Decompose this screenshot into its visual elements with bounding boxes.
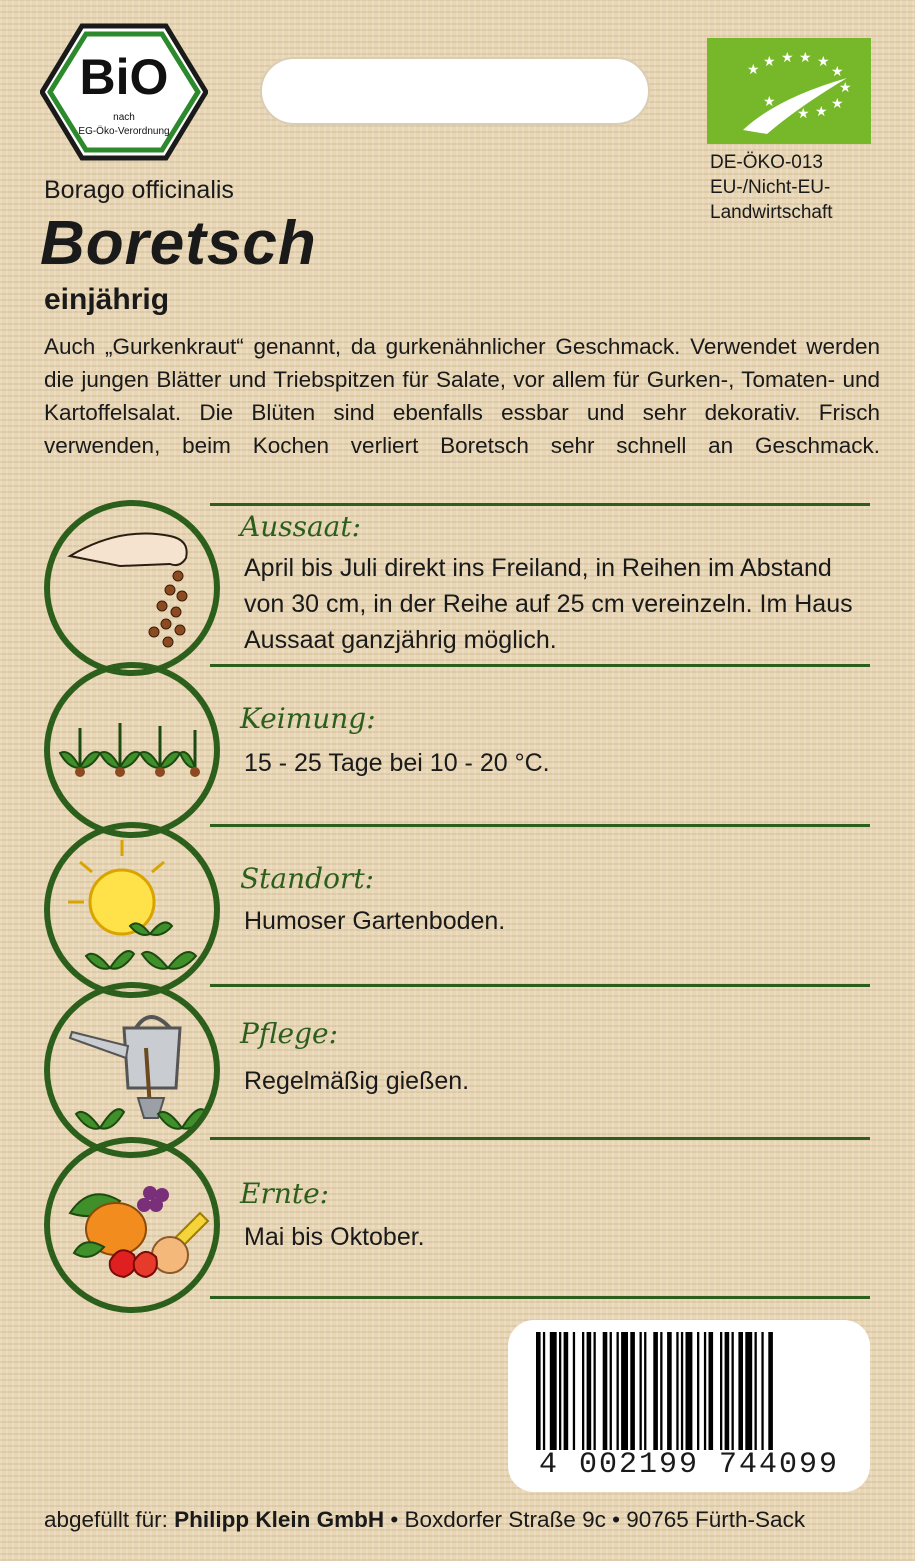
section-heading-keimung: Keimung: [240,702,376,735]
divider-line [210,824,870,827]
barcode-bar [573,1332,575,1450]
divider-line [210,1296,870,1299]
divider-line [210,1137,870,1140]
footer-address: • Boxdorfer Straße 9c • 90765 Fürth-Sack [390,1507,806,1532]
eu-certification-text [710,150,900,225]
barcode-bar [738,1332,743,1450]
barcode-bar [732,1332,734,1450]
svg-text:★: ★ [799,49,812,65]
barcode-bar [621,1332,628,1450]
barcode-bar [697,1332,699,1450]
product-description: Auch „Gurkenkraut“ genannt, da gurkenähnlicher Geschmack. Verwendet werden die jungen Blätter und Triebspitzen für Salate, vor allem für Gurken-, Tomaten- und Kartoffelsalat. Die Blüten sind ebenfalls essbar und sehr dekorativ. Frisch verwenden, beim Kochen verliert Boretsch sehr schnell an Geschmack. [44,334,880,458]
eu-code: DE-ÖKO-013 [710,152,823,173]
barcode-bar [582,1332,584,1450]
barcode-bar [660,1332,662,1450]
product-title: Boretsch [40,209,317,278]
section-heading-standort: Standort: [240,862,375,895]
bio-logo-text: BiO [79,49,169,105]
barcode-bar [610,1332,612,1450]
barcode-bar [725,1332,730,1450]
barcode-bar [667,1332,672,1450]
section-heading-ernte: Ernte: [240,1177,330,1210]
barcode-bar [543,1332,545,1450]
eu-origin: EU-/Nicht-EU- [710,177,831,198]
latin-name: Borago officinalis [44,176,234,204]
svg-text:★: ★ [763,93,776,109]
section-text-aussaat: April bis Juli direkt ins Freiland, in Reihen im Abstand von 30 cm, in der Reihe auf 25 cm vereinzeln. Im Haus Aussaat ganzjährig möglich. [244,554,853,654]
watering-can-icon [44,982,220,1158]
barcode-bar [761,1332,763,1450]
svg-text:★: ★ [797,105,810,121]
svg-text:★: ★ [831,95,844,111]
footer [44,1507,884,1533]
barcode-number: 4 002199 744099 [538,1448,840,1482]
barcode-bar [704,1332,706,1450]
blank-label-area [260,57,650,125]
barcode-bar [587,1332,592,1450]
barcode-bar [550,1332,557,1450]
sowing-hand-icon [44,500,220,676]
svg-text:★: ★ [831,63,844,79]
section-text-standort: Humoser Gartenboden. [244,907,506,935]
barcode-bar [617,1332,619,1450]
barcode-bar [603,1332,608,1450]
bio-logo-sub2: EG-Öko-Verordnung [78,126,170,137]
barcode-bar [630,1332,635,1450]
divider-line [210,984,870,987]
barcode-bar [644,1332,646,1450]
barcode-bar [653,1332,658,1450]
vegetables-icon [44,1137,220,1313]
bio-logo-sub1: nach [113,112,135,123]
section-heading-pflege: Pflege: [240,1017,339,1050]
barcode-bar [559,1332,561,1450]
svg-text:★: ★ [781,49,794,65]
barcode-bar [709,1332,714,1450]
svg-text:★: ★ [763,53,776,69]
bio-logo [40,22,208,162]
footer-prefix: abgefüllt für: [44,1507,168,1532]
section-text-pflege: Regelmäßig gießen. [244,1067,470,1095]
barcode-bar [681,1332,683,1450]
section-text-keimung: 15 - 25 Tage bei 10 - 20 °C. [244,749,550,777]
barcode-bar [676,1332,678,1450]
barcode-bar [564,1332,569,1450]
barcode-bar [745,1332,752,1450]
barcode-bars [532,1332,848,1450]
svg-text:★: ★ [815,103,828,119]
barcode-bar [686,1332,693,1450]
section-heading-aussaat: Aussaat: [240,510,362,543]
barcode-bar [755,1332,757,1450]
svg-text:★: ★ [817,53,830,69]
eu-organic-leaf-logo [707,38,871,144]
svg-text:★: ★ [747,61,760,77]
barcode-bar [536,1332,541,1450]
sun-plants-icon [44,822,220,998]
svg-text:★: ★ [839,79,852,95]
divider-line [210,503,870,506]
seedlings-icon [44,662,220,838]
divider-line [210,664,870,667]
barcode-bar [594,1332,596,1450]
footer-company: Philipp Klein GmbH [174,1507,385,1532]
section-text-ernte: Mai bis Oktober. [244,1223,425,1251]
eu-agriculture: Landwirtschaft [710,202,833,223]
barcode-bar [768,1332,773,1450]
product-subtitle: einjährig [44,283,170,316]
barcode [508,1320,870,1492]
barcode-bar [720,1332,722,1450]
barcode-bar [640,1332,642,1450]
